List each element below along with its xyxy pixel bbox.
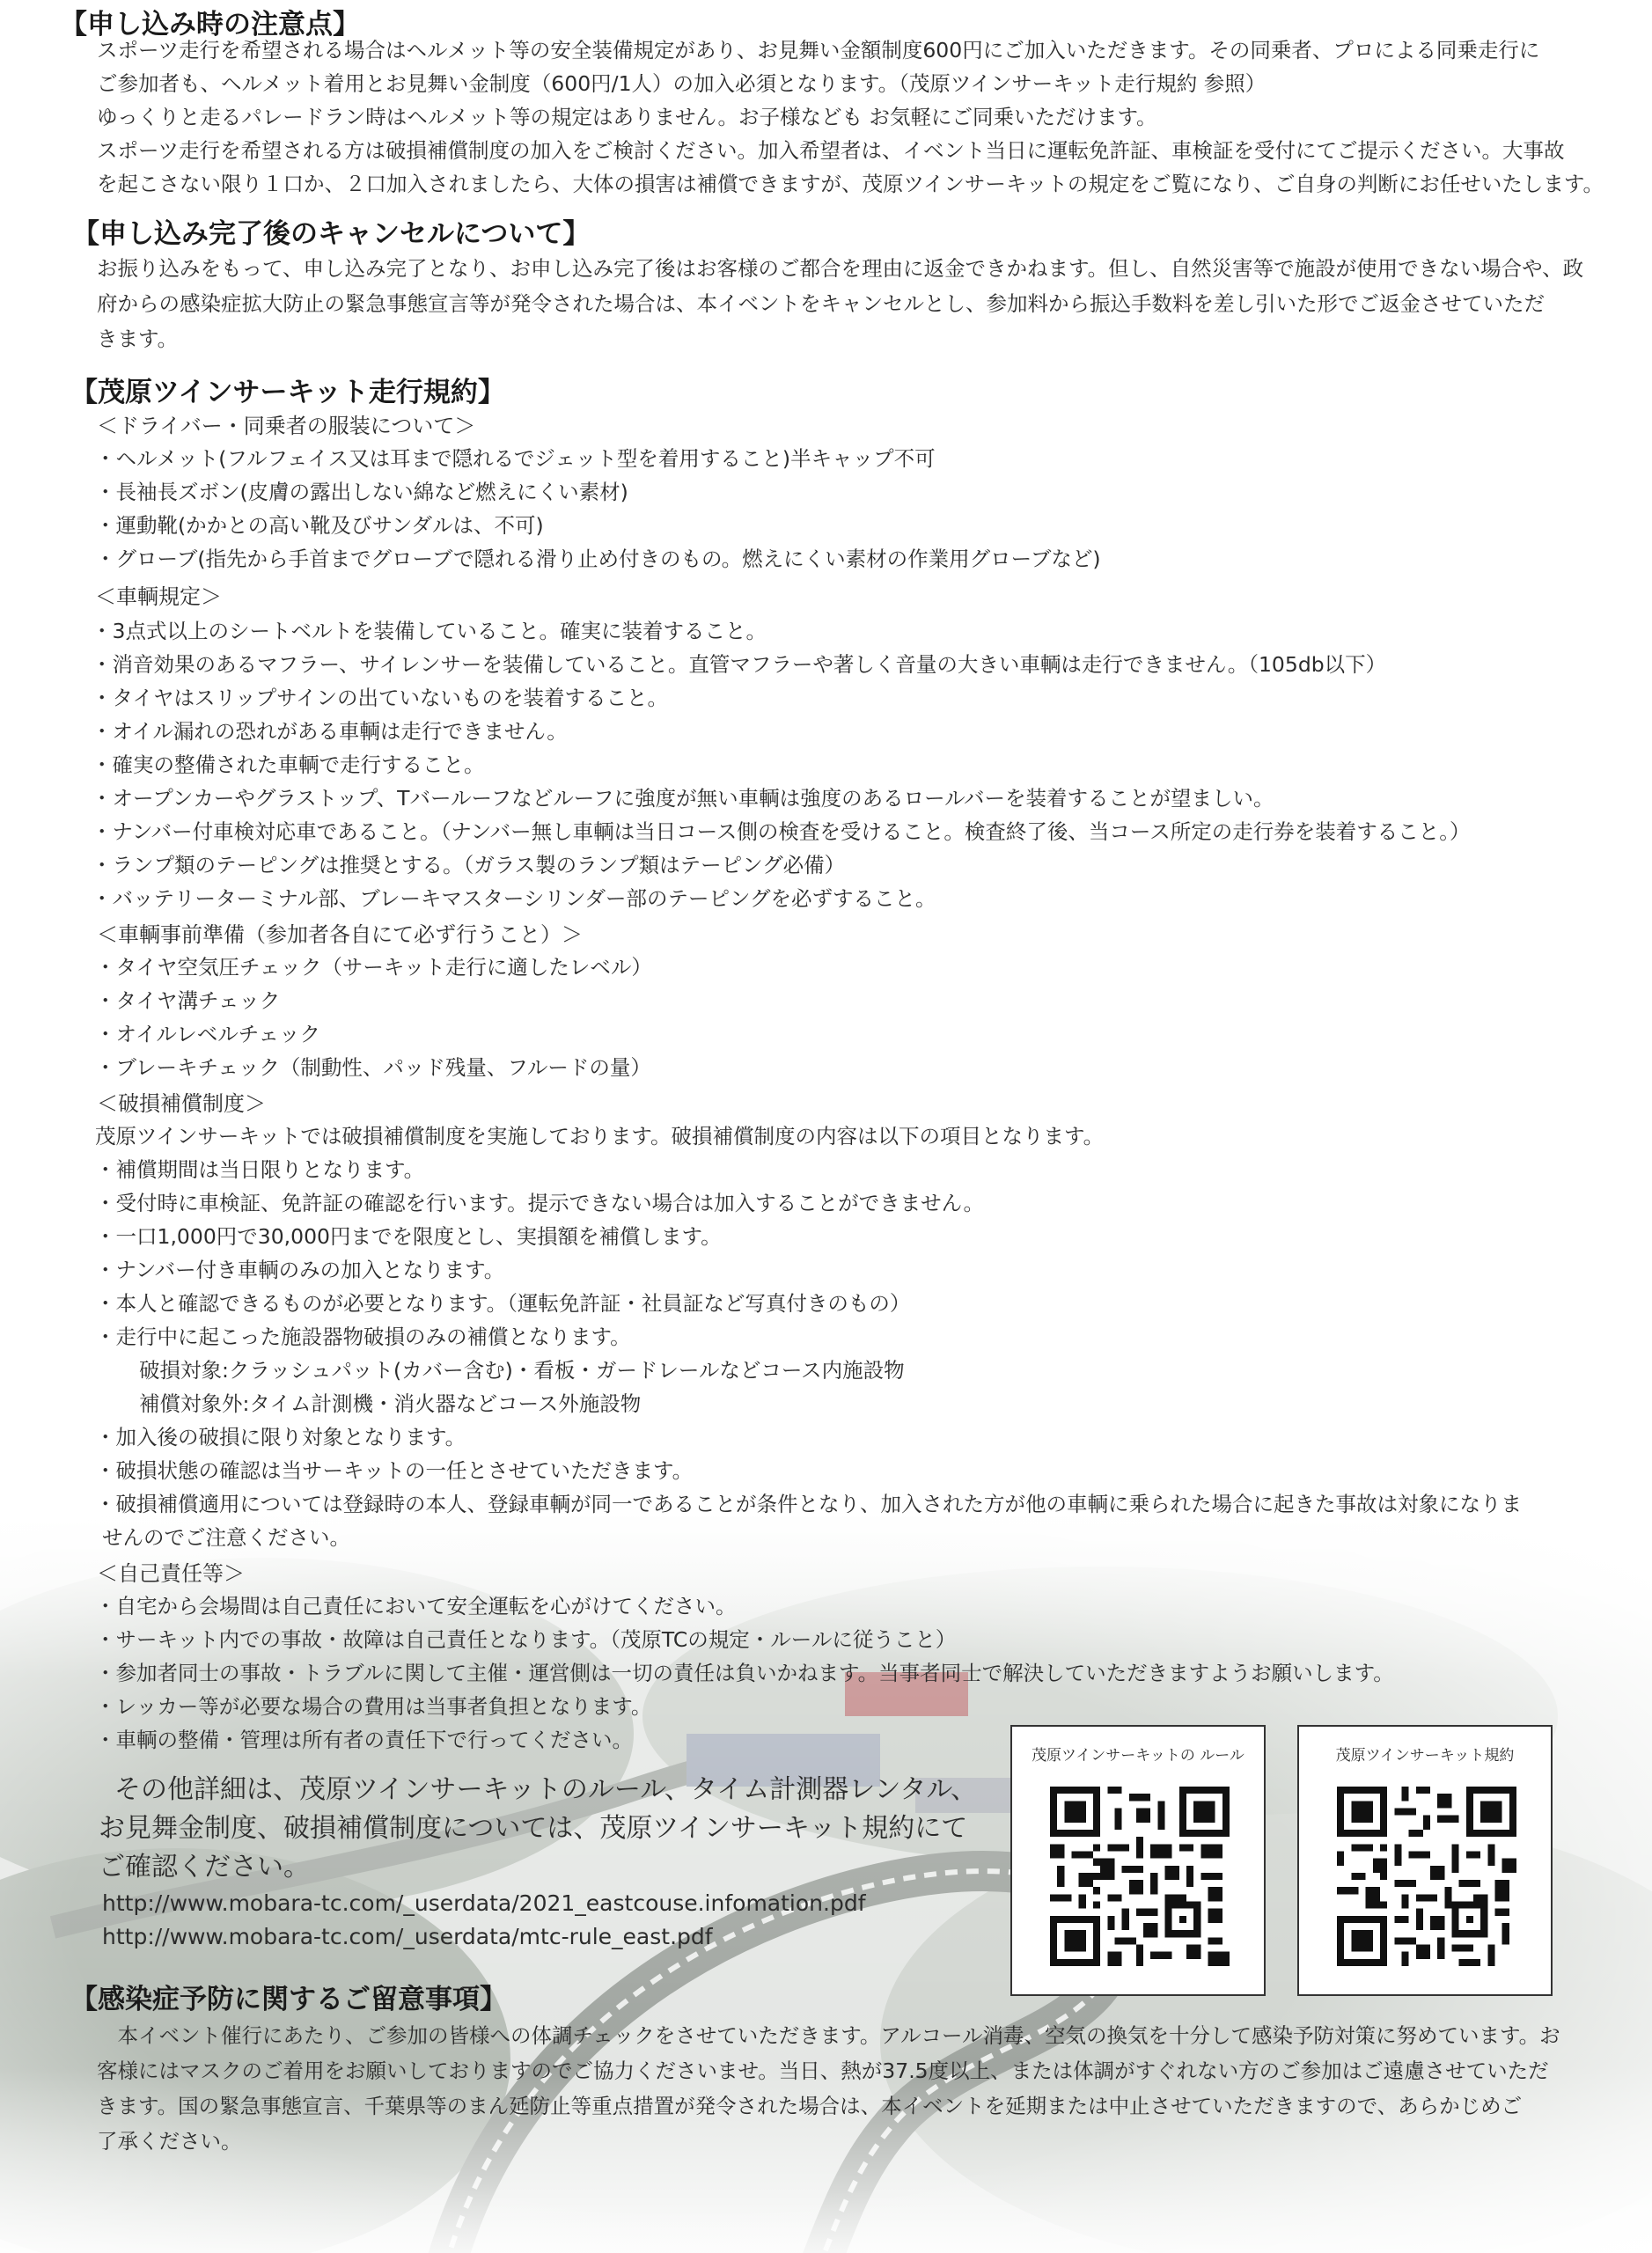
covid-heading: 【感染症予防に関するご留意事項】 xyxy=(70,1984,507,2015)
list-item: ・加入後の破損に限り対象となります。 xyxy=(95,1425,466,1449)
list-item: ・走行中に起こった施設器物破損のみの補償となります。 xyxy=(95,1325,631,1349)
cancel-line: きます。 xyxy=(97,327,179,351)
list-item: ・参加者同士の事故・トラブルに関して主催・運営側は一切の責任は負いかねます。当事者同士で解決していただきますようお願いします。 xyxy=(95,1661,1394,1685)
list-item: ・3点式以上のシートベルトを装備していること。確実に装着すること。 xyxy=(92,619,767,643)
cancel-line: 府からの感染症拡大防止の緊急事態宣言等が発令された場合は、本イベントをキャンセルとし、参加料から振込手数料を差し引いた形でご返金させていただ xyxy=(97,291,1545,316)
notice-line: ご参加者も、ヘルメット着用とお見舞い金制度（600円/1人）の加入必須となります。（茂原ツインサーキット走行規約 参照） xyxy=(97,71,1267,96)
list-item: ・オイルレベルチェック xyxy=(95,1022,321,1046)
damage-tail: せんのでご注意ください。 xyxy=(102,1525,350,1550)
self-title: ＜自己責任等＞ xyxy=(97,1561,245,1586)
qr-code-icon[interactable] xyxy=(1337,1787,1516,1966)
list-item: ・運動靴(かかとの高い靴及びサンダルは、不可) xyxy=(95,513,544,538)
list-item: ・オープンカーやグラストップ、Tバールーフなどルーフに強度が無い車輌は強度のあるロールバーを装着することが望ましい。 xyxy=(92,786,1274,811)
details-line: お見舞金制度、破損補償制度については、茂原ツインサーキット規約にて xyxy=(99,1813,968,1844)
list-item: ・一口1,000円で30,000円までを限度とし、実損額を補償します。 xyxy=(95,1224,722,1249)
notice-line: を起こさない限り１口か、２口加入されましたら、大体の損害は補償できますが、茂原ツインサーキットの規定をご覧になり、ご自身の判断にお任せいたします。 xyxy=(97,172,1604,196)
list-item: ・本人と確認できるものが必要となります。（運転免許証・社員証など写真付きのもの） xyxy=(95,1291,911,1316)
list-item: ・消音効果のあるマフラー、サイレンサーを装備していること。直管マフラーや著しく音量の大きい車輌は走行できません。（105db以下） xyxy=(92,652,1387,677)
list-item: ・破損状態の確認は当サーキットの一任とさせていただきます。 xyxy=(95,1458,694,1483)
list-item: ・タイヤはスリップサインの出ていないものを装着すること。 xyxy=(92,686,668,710)
covid-line: 客様にはマスクのご着用をお願いしておりますのでご協力くださいませ。当日、熱が37.5度以上、または体調がすぐれない方のご参加はご遠慮させていただ xyxy=(97,2059,1549,2083)
list-item: ・ナンバー付車検対応車であること。（ナンバー無し車輌は当日コース側の検査を受けること。検査終了後、当コース所定の走行券を装着すること。） xyxy=(92,819,1471,844)
cancel-line: お振り込みをもって、申し込み完了となり、お申し込み完了後はお客様のご都合を理由に返金できかねます。但し、自然災害等で施設が使用できない場合や、政 xyxy=(97,256,1584,281)
qr-code-icon[interactable] xyxy=(1050,1787,1230,1966)
covid-line: きます。国の緊急事態宣言、千葉県等のまん延防止等重点措置が発令された場合は、本イベントを延期または中止させていただきますので、あらかじめご xyxy=(97,2094,1523,2118)
damage-excluded: 補償対象外:タイム計測機・消火器などコース外施設物 xyxy=(139,1391,642,1416)
list-item: ・ヘルメット(フルフェイス又は耳まで隠れるでジェット型を着用すること)半キャップ不可 xyxy=(95,446,936,471)
notice-line: スポーツ走行を希望される方は破損補償制度の加入をご検討ください。加入希望者は、イベント当日に運転免許証、車検証を受付にてご提示ください。大事故 xyxy=(97,138,1565,163)
rules-heading: 【茂原ツインサーキット走行規約】 xyxy=(70,377,505,408)
list-item: ・自宅から会場間は自己責任において安全運転を心がけてください。 xyxy=(95,1594,737,1618)
notice-line: ゆっくりと走るパレードラン時はヘルメット等の規定はありません。お子様なども お気軽にご同乗いただけます。 xyxy=(97,105,1157,129)
clothing-title: ＜ドライバー・同乗者の服装について＞ xyxy=(97,414,476,438)
damage-intro: 茂原ツインサーキットでは破損補償制度を実施しております。破損補償制度の内容は以下の項目となります。 xyxy=(95,1124,1105,1149)
list-item: ・破損補償適用については登録時の本人、登録車輌が同一であることが条件となり、加入された方が他の車輌に乗られた場合に起きた事故は対象になりま xyxy=(95,1492,1523,1516)
cancel-heading: 【申し込み完了後のキャンセルについて】 xyxy=(72,218,591,250)
list-item: ・サーキット内での事故・故障は自己責任となります。（茂原TCの規定・ルールに従うこと） xyxy=(95,1627,957,1652)
details-line: ご確認ください。 xyxy=(99,1852,310,1882)
list-item: ・長袖長ズボン(皮膚の露出しない綿など燃えにくい素材) xyxy=(95,480,628,504)
list-item: ・ナンバー付き車輌のみの加入となります。 xyxy=(95,1258,505,1282)
list-item: ・ブレーキチェック（制動性、パッド残量、フルードの量） xyxy=(95,1055,651,1080)
qr-label: 茂原ツインサーキット規約 xyxy=(1335,1747,1515,1765)
qr-card-terms xyxy=(1297,1725,1553,1996)
details-line: その他詳細は、茂原ツインサーキットのルール、タイム計測器レンタル、 xyxy=(114,1774,977,1805)
covid-line: 本イベント催行にあたり、ご参加の皆様への体調チェックをさせていただきます。アルコール消毒、空気の換気を十分して感染予防対策に努めています。お xyxy=(97,2023,1560,2048)
list-item: ・オイル漏れの恐れがある車輌は走行できません。 xyxy=(92,719,568,744)
list-item: ・タイヤ空気圧チェック（サーキット走行に適したレベル） xyxy=(95,955,652,980)
list-item: ・バッテリーターミナル部、ブレーキマスターシリンダー部のテーピングを必ずすること。 xyxy=(92,886,936,911)
qr-card-rules xyxy=(1010,1725,1266,1996)
list-item: ・レッカー等が必要な場合の費用は当事者負担となります。 xyxy=(95,1694,652,1719)
list-item: ・確実の整備された車輌で走行すること。 xyxy=(92,752,485,777)
list-item: ・補償期間は当日限りとなります。 xyxy=(95,1157,425,1182)
covid-line: 了承ください。 xyxy=(97,2129,242,2154)
rules-url[interactable]: http://www.mobara-tc.com/_userdata/mtc-rule_east.pdf xyxy=(102,1924,713,1949)
damage-title: ＜破損補償制度＞ xyxy=(97,1091,266,1116)
damage-target: 破損対象:クラッシュパット(カバー含む)・看板・ガードレールなどコース内施設物 xyxy=(139,1358,905,1383)
notice-heading: 【申し込み時の注意点】 xyxy=(60,9,360,40)
list-item: ・車輌の整備・管理は所有者の責任下で行ってください。 xyxy=(95,1728,633,1752)
prep-title: ＜車輌事前準備（参加者各自にて必ず行うこと）＞ xyxy=(97,922,583,947)
rules-url[interactable]: http://www.mobara-tc.com/_userdata/2021_eastcouse.infomation.pdf xyxy=(102,1890,866,1916)
vehicle-title: ＜車輌規定＞ xyxy=(95,584,222,609)
list-item: ・受付時に車検証、免許証の確認を行います。提示できない場合は加入することができません。 xyxy=(95,1191,985,1215)
list-item: ・ランプ類のテーピングは推奨とする。（ガラス製のランプ類はテーピング必備） xyxy=(92,853,846,877)
notice-line: スポーツ走行を希望される場合はヘルメット等の安全装備規定があり、お見舞い金額制度600円にご加入いただきます。その同乗者、プロによる同乗走行に xyxy=(97,38,1540,62)
list-item: ・タイヤ溝チェック xyxy=(95,988,281,1013)
qr-label: 茂原ツインサーキットの ルール xyxy=(1032,1747,1245,1765)
list-item: ・グローブ(指先から手首までグローブで隠れる滑り止め付きのもの。燃えにくい素材の作業用グローブなど) xyxy=(95,547,1101,571)
